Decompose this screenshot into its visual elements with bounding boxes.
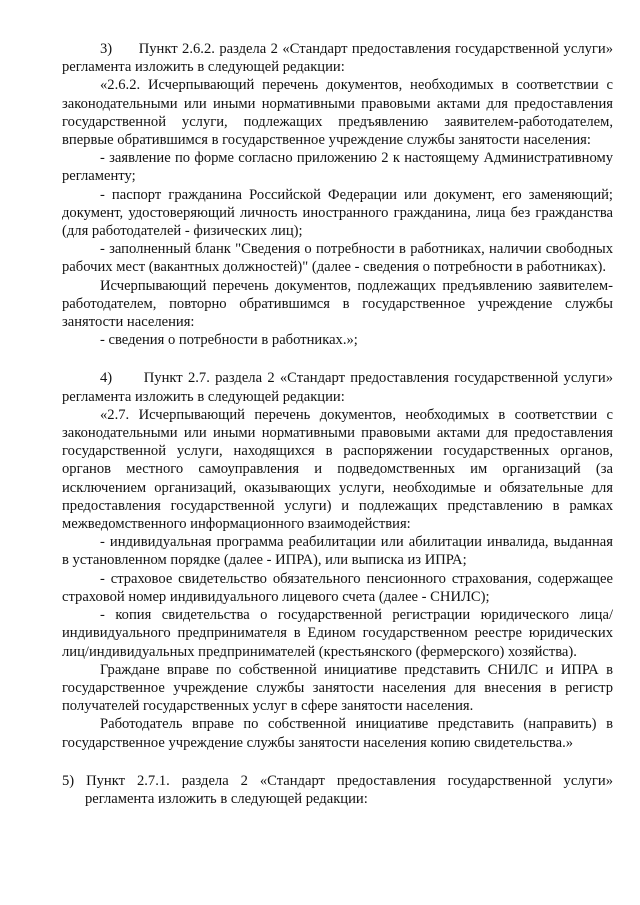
section-3	[62, 40, 617, 349]
amendment-heading-3: 3) Пункт 2.6.2. раздела 2 «Стандарт предоставления государственной услуги» регламента изложить в следующей редакции:	[62, 41, 617, 76]
list-item: - индивидуальная программа реабилитации или абилитации инвалида, выданная в установленном порядке (далее - ИПРА), или выписка из ИПРА;	[62, 534, 613, 569]
paragraph: Граждане вправе по собственной инициативе представить СНИЛС и ИПРА в государственное учреждение службы занятости населения для внесения в регистр получателей государственных услуг в сфере занятости населения.	[62, 661, 613, 715]
list-item: - страховое свидетельство обязательного пенсионного страхования, содержащее страховой номер индивидуального лицевого счета (далее - СНИЛС);	[62, 570, 613, 605]
amendment-heading-4: 4) Пункт 2.7. раздела 2 «Стандарт предоставления государственной услуги» регламента изложить в следующей редакции:	[62, 370, 617, 405]
list-item: - заполненный бланк "Сведения о потребности в работниках, наличии свободных рабочих мест (вакантных должностей)" (далее - сведения о потребности в работниках).	[62, 241, 613, 276]
document-page	[62, 40, 617, 808]
list-item: - сведения о потребности в работниках.»;	[100, 332, 358, 349]
list-item: - паспорт гражданина Российской Федерации или документ, его заменяющий; документ, удостоверяющий личность иностранного гражданина, лица без гражданства (для работодателей - физических лиц);	[62, 186, 613, 240]
paragraph: «2.7. Исчерпывающий перечень документов, необходимых в соответствии с законодательными или иными нормативными правовыми актами для предоставления государственной услуги, находящихся в распоряжении государственных органов, органов местного самоуправления и подведомственных им организаций (за исключением организаций, оказывающих услуги, необходимые и обязательные для предоставления государственной услуги) и подлежащих представлению в рамках межведомственного информационного взаимодействия:	[62, 406, 613, 533]
spacer	[62, 349, 613, 369]
spacer	[62, 752, 613, 772]
paragraph: Работодатель вправе по собственной инициативе представить (направить) в государственное учреждение службы занятости населения копию свидетельства.»	[62, 716, 613, 751]
amendment-heading-5: 5) Пункт 2.7.1. раздела 2 «Стандарт предоставления государственной услуги» регламента изложить в следующей редакции:	[62, 772, 613, 807]
list-item: - копия свидетельства о государственной регистрации юридического лица/индивидуального предпринимателя в Едином государственном реестре юридических лиц/индивидуальных предпринимателей (крестьянского (фермерского) хозяйства).	[62, 607, 613, 660]
section-4	[62, 369, 617, 751]
paragraph: «2.6.2. Исчерпывающий перечень документов, необходимых в соответствии с законодательными или иными нормативными правовыми актами для предоставления государственной услуги, подлежащих предъявлению заявителем-работодателем, впервые обратившимся в государственное учреждение службы занятости населения:	[62, 77, 613, 149]
list-item: - заявление по форме согласно приложению 2 к настоящему Административному регламенту;	[62, 150, 613, 185]
paragraph: Исчерпывающий перечень документов, подлежащих предъявлению заявителем-работодателем, повторно обратившимся в государственное учреждение службы занятости населения:	[62, 277, 613, 331]
